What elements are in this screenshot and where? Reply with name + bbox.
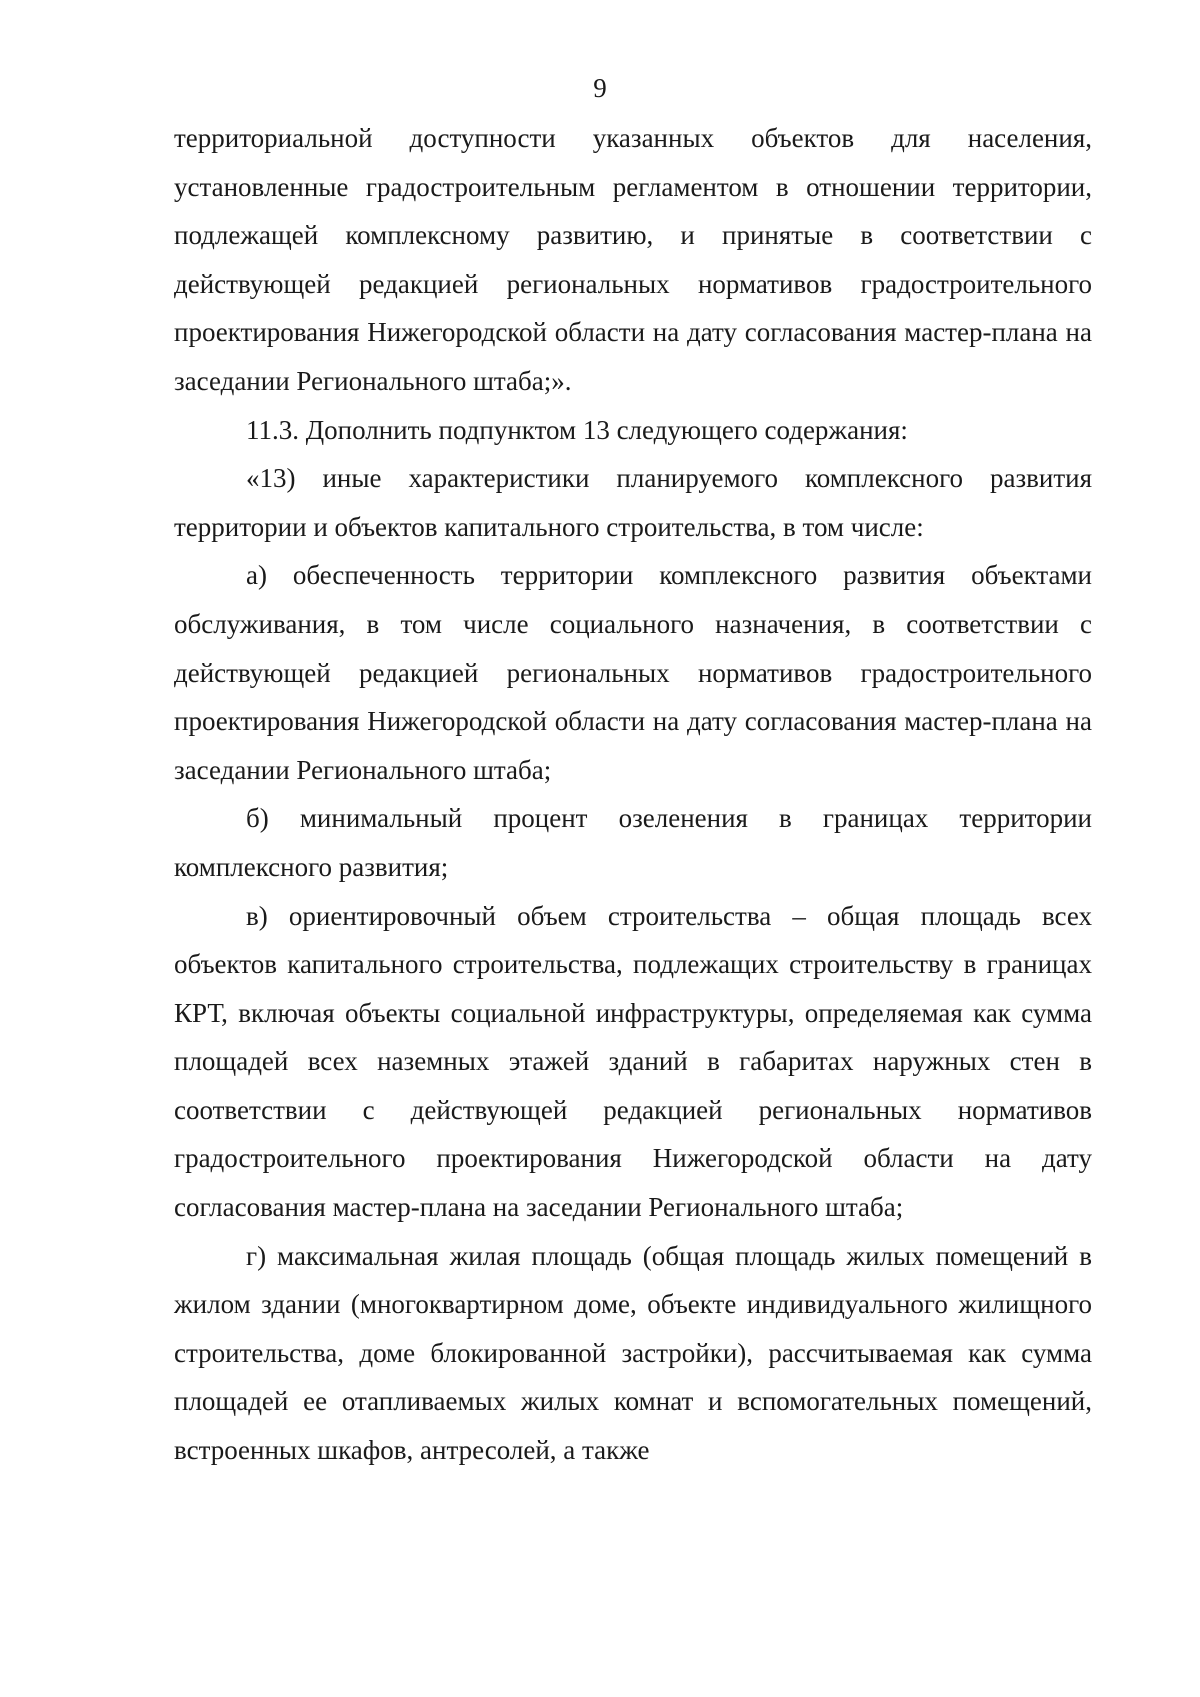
- paragraph-subitem-g: г) максимальная жилая площадь (общая площадь жилых помещений в жилом здании (многоквартирном доме, объекте индивидуального жилищного строительства, доме блокированной застройки), рассчитываемая как сумма площадей ее отапливаемых жилых комнат и вспомогательных помещений, встроенных шкафов, антресолей, а также: [174, 1240, 1092, 1466]
- document-body: [174, 114, 1092, 1475]
- paragraph-subitem-b: б) минимальный процент озеленения в границах территории комплексного развития;: [174, 803, 1092, 882]
- paragraph-subitem-v: в) ориентировочный объем строительства – общая площадь всех объектов капитального строительства, подлежащих строительству в границах КРТ, включая объекты социальной инфраструктуры, определяемая как сумма площадей всех наземных этажей зданий в габаритах наружных стен в соответствии с действующей редакцией региональных нормативов градостроительного проектирования Нижегородской области на дату согласования мастер-плана на заседании Регионального штаба;: [174, 900, 1092, 1223]
- paragraph-continuation: территориальной доступности указанных объектов для населения, установленные градостроительным регламентом в отношении территории, подлежащей комплексному развитию, и принятые в соответствии с действующей редакцией региональных нормативов градостроительного проектирования Нижегородской области на дату согласования мастер-плана на заседании Регионального штаба;».: [174, 123, 1092, 396]
- paragraph-subitem-a: а) обеспеченность территории комплексного развития объектами обслуживания, в том числе социального назначения, в соответствии с действующей редакцией региональных нормативов градостроительного проектирования Нижегородской области на дату согласования мастер-плана на заседании Регионального штаба;: [174, 560, 1092, 785]
- page-number: 9: [593, 73, 607, 103]
- paragraph-subitem-13: «13) иные характеристики планируемого комплексного развития территории и объектов капитального строительства, в том числе:: [174, 463, 1092, 542]
- paragraph-item-11-3: 11.3. Дополнить подпунктом 13 следующего содержания:: [246, 414, 908, 445]
